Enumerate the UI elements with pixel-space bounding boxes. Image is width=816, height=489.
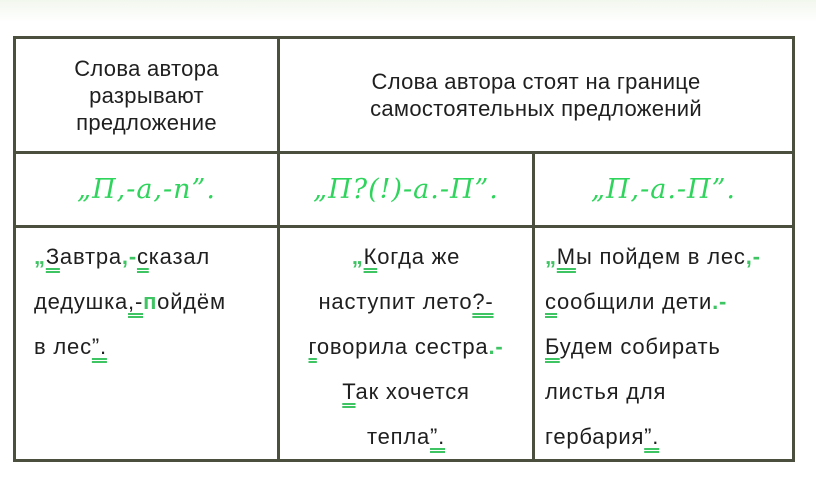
formula-cell-2 — [279, 153, 534, 227]
underlined-capital: с — [544, 289, 558, 314]
punctuation-mark: „ — [34, 244, 46, 269]
example-text-segment: тепла — [366, 424, 430, 449]
header-line: предложение — [76, 109, 217, 135]
underlined-capital: ”. — [644, 424, 660, 449]
underlined-capital: Т — [342, 379, 356, 404]
example-line — [280, 324, 532, 369]
example-text-segment: ы пойдем в лес — [575, 244, 746, 269]
example-text-2 — [280, 228, 532, 459]
formula-breaks-sentence: „П,-а,-п”. — [77, 174, 216, 205]
example-text-segment: огда же — [377, 244, 461, 269]
top-ghost-strip — [0, 0, 816, 22]
underlined-capital: ”. — [430, 424, 446, 449]
header-line: Слова автора — [74, 55, 219, 81]
example-text-segment: ак хочется — [355, 379, 470, 404]
formula-cell-1 — [15, 153, 279, 227]
punctuation-mark: п — [143, 289, 158, 314]
underlined-capital: Б — [544, 334, 560, 359]
example-line — [545, 234, 792, 279]
example-line — [34, 234, 277, 279]
underlined-capital: с — [136, 244, 149, 269]
example-line — [280, 234, 532, 279]
example-text-segment: оворила сестра — [316, 334, 489, 359]
example-line — [545, 324, 792, 369]
example-line — [280, 369, 532, 414]
underlined-capital: М — [556, 244, 576, 269]
example-cell-3 — [533, 227, 793, 461]
example-text-segment: гербария — [544, 424, 645, 449]
punctuation-mark: „ — [544, 244, 557, 269]
example-line — [545, 414, 792, 459]
punctuation-mark: „ — [351, 244, 364, 269]
example-text-segment: листья для — [544, 379, 667, 404]
example-text-3 — [535, 228, 792, 459]
header-cell-breaks-sentence — [15, 38, 279, 153]
example-cell-1 — [15, 227, 279, 461]
example-line — [545, 279, 792, 324]
example-text-segment: в лес — [34, 334, 92, 359]
example-text-segment: казал — [148, 244, 211, 269]
underlined-capital: ”. — [91, 334, 107, 359]
example-row — [15, 227, 794, 461]
underlined-capital: З — [45, 244, 60, 269]
example-text-segment: ойдём — [157, 289, 226, 314]
example-text-1 — [16, 228, 277, 369]
header-row — [15, 38, 794, 153]
underlined-capital: г — [308, 334, 317, 359]
formula-row — [15, 153, 794, 227]
header-line: самостоятельных предложений — [370, 96, 702, 121]
header-text-sentence-boundary — [280, 68, 792, 122]
example-line — [34, 279, 277, 324]
example-line — [280, 279, 532, 324]
punctuation-rules-table — [13, 36, 795, 462]
header-line: Слова автора стоят на границе — [371, 69, 701, 94]
example-line — [545, 369, 792, 414]
example-text-segment: удем собирать — [559, 334, 721, 359]
example-text-segment: дедушка — [34, 289, 129, 314]
underlined-capital: К — [363, 244, 378, 269]
example-line — [34, 324, 277, 369]
header-cell-sentence-boundary — [279, 38, 794, 153]
punctuation-mark: .- — [488, 334, 504, 359]
underlined-capital: ,- — [128, 289, 144, 314]
header-line: разрывают — [89, 82, 204, 108]
example-text-segment: автра — [59, 244, 122, 269]
example-line — [280, 414, 532, 459]
underlined-capital: ?- — [472, 289, 494, 314]
punctuation-mark: .- — [712, 289, 728, 314]
formula-cell-3 — [533, 153, 793, 227]
punctuation-mark: ,- — [121, 244, 137, 269]
header-text-breaks-sentence — [16, 55, 277, 136]
formula-question-exclamation: „П?(!)-а.-П”. — [313, 174, 499, 205]
example-text-segment: наступит лето — [318, 289, 473, 314]
punctuation-mark: ,- — [745, 244, 761, 269]
formula-period-boundary: „П,-а.-П”. — [591, 174, 736, 205]
example-text-segment: ообщили дети — [557, 289, 713, 314]
example-cell-2 — [279, 227, 534, 461]
